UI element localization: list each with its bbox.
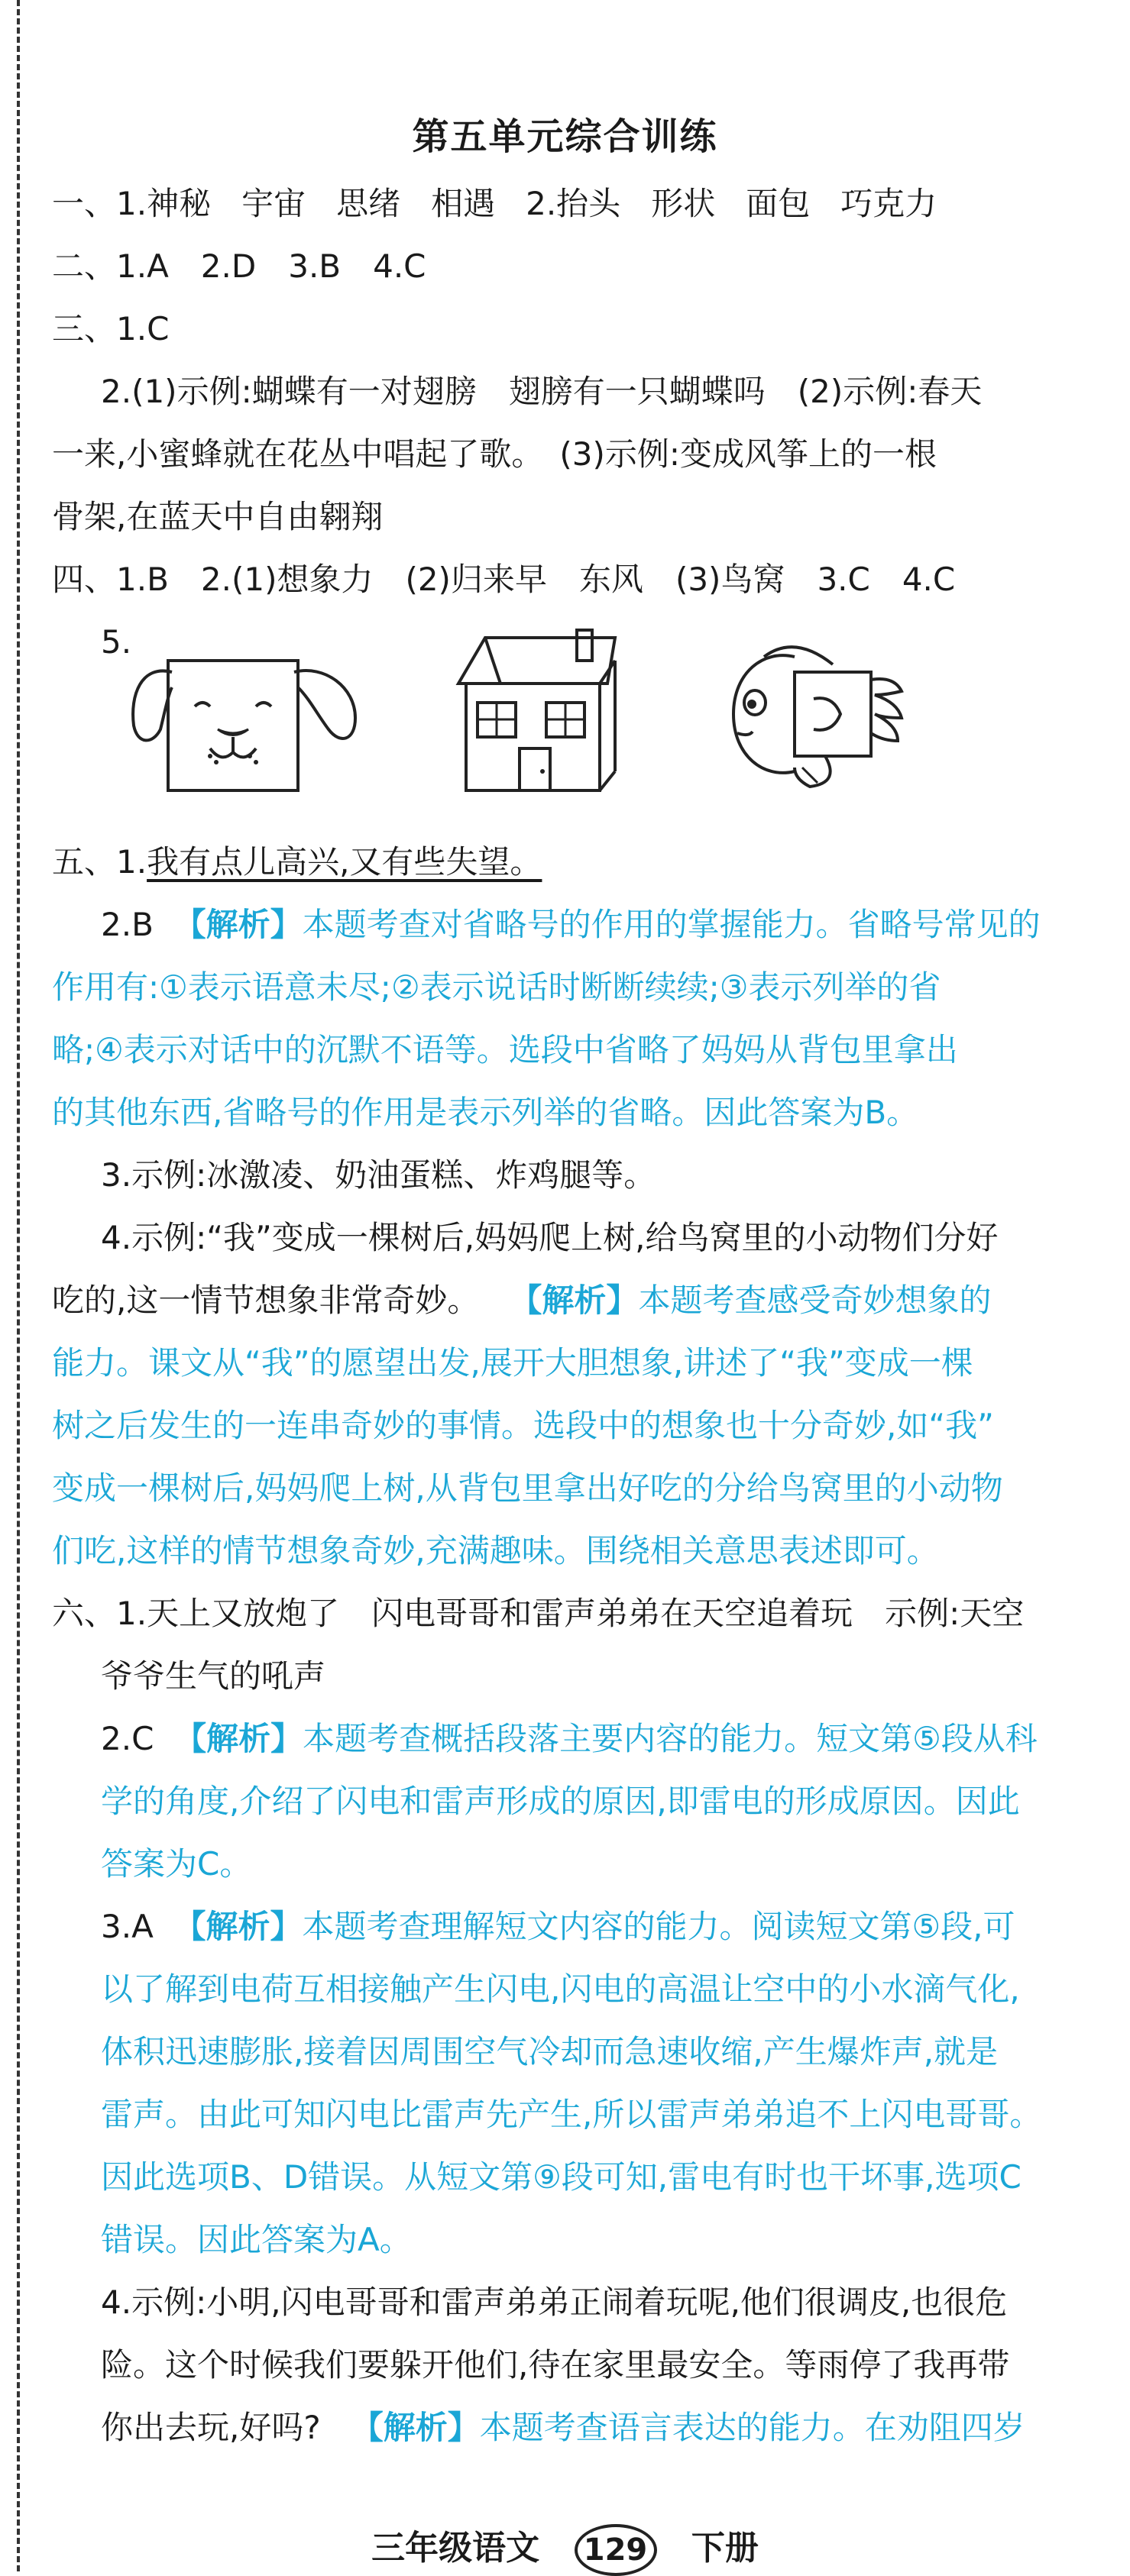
section-3-q1: 三、1.C	[52, 310, 170, 347]
s1-word: 思绪	[336, 185, 401, 222]
analysis-tag: 【解析】	[173, 906, 303, 943]
section-6-q4-line2: 险。这个时候我们要躲开他们,待在家里最安全。等雨停了我再带	[101, 2346, 1010, 2384]
analysis-text: 能力。课文从“我”的愿望出发,展开大胆想象,讲述了“我”变成一棵	[52, 1344, 973, 1382]
s1-word: 巧克力	[840, 185, 937, 222]
analysis-text: 本题考查对省略号的作用的掌握能力。省略号常见的	[302, 906, 1041, 943]
section-4-q5-label: 5.	[101, 623, 132, 661]
s5-q1-answer: 我有点儿高兴,又有些失望。	[147, 843, 542, 881]
footer-grade-subject: 三年级语文	[371, 2529, 540, 2568]
dashed-margin-line	[17, 0, 20, 2571]
section-6-q3-line1	[101, 1905, 1130, 1949]
section-5-q2-line1	[101, 903, 1130, 947]
s6-q3-answer: 3.A	[101, 1908, 154, 1945]
s1-word: 神秘	[147, 185, 212, 222]
footer-volume: 下册	[691, 2529, 759, 2568]
analysis-text: 本题考查语言表达的能力。在劝阻四岁	[479, 2409, 1025, 2446]
section-6-q2-line1	[101, 1717, 1130, 1761]
analysis-text: 本题考查理解短文内容的能力。阅读短文第⑤段,可	[302, 1908, 1015, 1945]
s1-word: 形状	[651, 185, 716, 222]
analysis-text: 因此选项B、D错误。从短文第⑨段可知,雷电有时也干坏事,选项C	[101, 2158, 1022, 2196]
s1-num: 一、1.	[52, 185, 147, 222]
section-1-line	[52, 182, 1091, 226]
analysis-tag: 【解析】	[351, 2409, 480, 2446]
section-3-q2-line1: 2.(1)示例:蝴蝶有一对翅膀 翅膀有一只蝴蝶吗 (2)示例:春天	[101, 373, 983, 410]
analysis-text: 答案为C。	[101, 1845, 252, 1883]
section-4-line: 四、1.B 2.(1)想象力 (2)归来早 东风 (3)鸟窝 3.C 4.C	[52, 561, 956, 598]
dog-face-drawing	[126, 642, 371, 802]
s1-word: 抬头	[556, 185, 621, 222]
analysis-text: 树之后发生的一连串奇妙的事情。选段中的想象也十分奇妙,如“我”	[52, 1407, 994, 1444]
page-footer	[0, 2520, 1130, 2576]
s5-q2-answer: 2.B	[101, 906, 154, 943]
s1-word: 面包	[746, 185, 811, 222]
analysis-text: 作用有:①表示语意未尽;②表示说话时断断续续;③表示列举的省	[52, 968, 941, 1006]
analysis-text: 体积迅速膨胀,接着因周围空气冷却而急速收缩,产生爆炸声,就是	[101, 2033, 999, 2070]
analysis-text: 本题考查感受奇妙想象的	[638, 1282, 992, 1319]
analysis-text: 学的角度,介绍了闪电和雷声形成的原因,即雷电的形成原因。因此	[101, 1783, 1020, 1820]
section-3-q2-line2: 一来,小蜜蜂就在花丛中唱起了歌。 (3)示例:变成风筝上的一根	[52, 435, 937, 473]
analysis-text: 本题考查概括段落主要内容的能力。短文第⑤段从科	[303, 1720, 1038, 1757]
section-3-q2-line3: 骨架,在蓝天中自由翱翔	[52, 498, 384, 535]
fish-drawing	[718, 634, 917, 794]
house-drawing	[455, 626, 630, 802]
section-5-q4-line2	[52, 1278, 1091, 1323]
analysis-text: 错误。因此答案为A。	[101, 2221, 412, 2258]
analysis-text: 以了解到电荷互相接触产生闪电,闪电的高温让空中的小水滴气化,	[101, 1970, 1020, 2008]
section-6-q1-line1: 六、1.天上又放炮了 闪电哥哥和雷声弟弟在天空追着玩 示例:天空	[52, 1595, 1025, 1632]
analysis-tag: 【解析】	[173, 1908, 303, 1945]
analysis-text: 变成一棵树后,妈妈爬上树,从背包里拿出好吃的分给鸟窝里的小动物	[52, 1469, 1003, 1507]
analysis-text: 的其他东西,省略号的作用是表示列举的省略。因此答案为B。	[52, 1094, 919, 1131]
section-6-q4-line3	[101, 2406, 1130, 2450]
section-5-q1	[52, 840, 1091, 884]
s1-word: 宇宙	[241, 185, 306, 222]
s5-q4-answer-end: 吃的,这一情节想象非常奇妙。	[52, 1282, 480, 1319]
section-5-q3: 3.示例:冰激凌、奶油蛋糕、炸鸡腿等。	[101, 1156, 656, 1194]
analysis-text: 略;④表示对话中的沉默不语等。选段中省略了妈妈从背包里拿出	[52, 1031, 958, 1068]
analysis-text: 雷声。由此可知闪电比雷声先产生,所以雷声弟弟追不上闪电哥哥。	[101, 2096, 1042, 2133]
analysis-tag: 【解析】	[174, 1720, 303, 1757]
page-title: 第五单元综合训练	[412, 115, 718, 158]
section-6-q1-line2: 爷爷生气的吼声	[101, 1657, 326, 1695]
section-2-line: 二、1.A 2.D 3.B 4.C	[52, 247, 426, 285]
section-6-q4-line1: 4.示例:小明,闪电哥哥和雷声弟弟正闹着玩呢,他们很调皮,也很危	[101, 2283, 1008, 2321]
s1-num2: 2.	[526, 185, 557, 222]
page-number: 129	[575, 2524, 657, 2576]
s5-q1-num: 五、1.	[52, 843, 147, 881]
section-5-q4-line1: 4.示例:“我”变成一棵树后,妈妈爬上树,给鸟窝里的小动物们分好	[101, 1219, 999, 1256]
s6-q2-answer: 2.C	[101, 1720, 154, 1757]
analysis-text: 们吃,这样的情节想象奇妙,充满趣味。围绕相关意思表述即可。	[52, 1532, 939, 1569]
analysis-tag: 【解析】	[510, 1282, 639, 1319]
s1-word: 相遇	[431, 185, 496, 222]
s6-q4-answer-end: 你出去玩,好吗?	[101, 2409, 321, 2446]
